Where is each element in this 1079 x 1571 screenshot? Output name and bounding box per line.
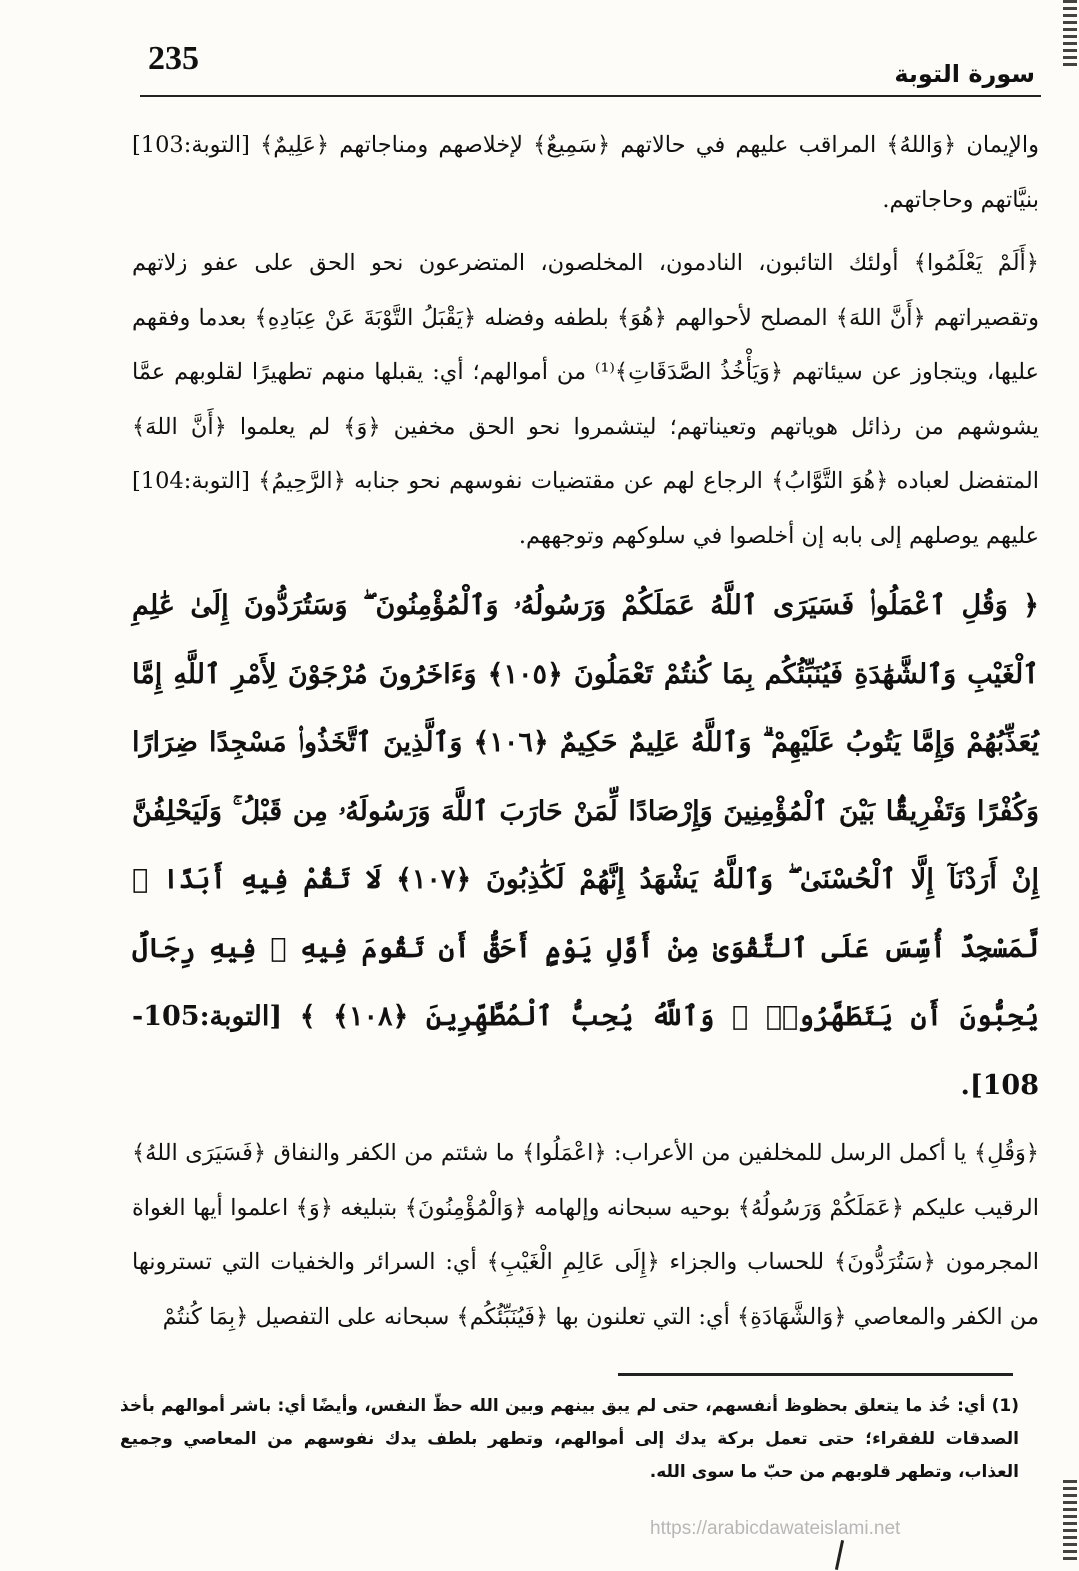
pen-mark bbox=[835, 1540, 844, 1570]
surah-title: سورة التوبة bbox=[894, 60, 1035, 88]
commentary-paragraph-2: ﴿أَلَمْ يَعْلَمُوا﴾ أولئك التائبون، النادمون، المخلصون، المتضرعون نحو الحق على عفو زلاتهم وتقصيراتهم ﴿أَنَّ اللهَ﴾ المصلح لأحوالهم ﴿هُوَ﴾ بلطفه وفضله ﴿يَقْبَلُ التَّوْبَةَ عَنْ عِبَادِهِ﴾ بعدما وفقهم عليها، ويتجاوز عن سيئاتهم ﴿وَيَأْخُذُ الصَّدَقَاتِ﴾⁽¹⁾ من أموالهم؛ أي: يقبلها منهم تطهيرًا لقلوبهم عمَّا يشوشهم من رذائل هوياتهم وتعيناتهم؛ ليتشمروا نحو الحق مخفين ﴿وَ﴾ لم يعلموا ﴿أَنَّ اللهَ﴾ المتفضل لعباده ﴿هُوَ التَّوَّابُ﴾ الرجاع لهم عن مقتضيات نفوسهم نحو جنابه ﴿الرَّحِيمُ﴾ [التوبة:104] عليهم يوصلهم إلى بابه إن أخلصوا في سلوكهم وتوجههم. bbox=[132, 250, 1039, 549]
footnote-divider bbox=[618, 1373, 1013, 1376]
scan-artifact-top bbox=[1063, 0, 1077, 70]
watermark-url: https://arabicdawateislami.net bbox=[650, 1518, 901, 1539]
quran-verse-block: ﴿ وَقُلِ ٱعْمَلُوا۟ فَسَيَرَى ٱللَّهُ عَمَلَكُمْ وَرَسُولُهُۥ وَٱلْمُؤْمِنُونَ ۖ وَسَتُرَدُّونَ إِلَىٰ عَٰلِمِ ٱلْغَيْبِ وَٱلشَّهَٰدَةِ فَيُنَبِّئُكُم بِمَا كُنتُمْ تَعْمَلُونَ ﴿١٠٥﴾ وَءَاخَرُونَ مُرْجَوْنَ لِأَمْرِ ٱللَّهِ إِمَّا يُعَذِّبُهُمْ وَإِمَّا يَتُوبُ عَلَيْهِمْ ۗ وَٱللَّهُ عَلِيمٌ حَكِيمٌ ﴿١٠٦﴾ وَٱلَّذِينَ ٱتَّخَذُوا۟ مَسْجِدًا ضِرَارًا وَكُفْرًا وَتَفْرِيقًۢا بَيْنَ ٱلْمُؤْمِنِينَ وَإِرْصَادًا لِّمَنْ حَارَبَ ٱللَّهَ وَرَسُولَهُۥ مِن قَبْلُ ۚ وَلَيَحْلِفُنَّ إِنْ أَرَدْنَآ إِلَّا ٱلْحُسْنَىٰ ۖ وَٱللَّهُ يَشْهَدُ إِنَّهُمْ لَكَٰذِبُونَ ﴿١٠٧﴾ لَا تَقُمْ فِيهِ أَبَدًا ۚ لَّمَسْجِدٌ أُسِّسَ عَلَى ٱلتَّقْوَىٰ مِنْ أَوَّلِ يَوْمٍ أَحَقُّ أَن تَقُومَ فِيهِ ۚ فِيهِ رِجَالٌ يُحِبُّونَ أَن يَتَطَهَّرُوا۟ ۚ وَٱللَّهُ يُحِبُّ ٱلْمُطَّهِّرِينَ ﴿١٠٨﴾ ﴾ [التوبة:105-108]. bbox=[132, 590, 1040, 1101]
scan-artifact-bottom bbox=[1063, 1480, 1077, 1560]
page-body bbox=[132, 118, 1039, 1353]
header-divider bbox=[140, 95, 1041, 97]
commentary-paragraph-3: ﴿وَقُلِ﴾ يا أكمل الرسل للمخلفين من الأعراب: ﴿اعْمَلُوا﴾ ما شئتم من الكفر والنفاق ﴿فَسَيَرَى اللهُ﴾ الرقيب عليكم ﴿عَمَلَكُمْ وَرَسُولُهُ﴾ بوحيه سبحانه وإلهامه ﴿وَالْمُؤْمِنُونَ﴾ بتبليغه ﴿وَ﴾ اعلموا أيها الغواة المجرمون ﴿سَتُرَدُّونَ﴾ للحساب والجزاء ﴿إِلَى عَالِمِ الْغَيْبِ﴾ أي: السرائر والخفيات التي تسترونها من الكفر والمعاصي ﴿وَالشَّهَادَةِ﴾ أي: التي تعلنون بها ﴿فَيُنَبِّئُكُم﴾ سبحانه على التفصيل ﴿بِمَا كُنتُمْ bbox=[132, 1140, 1039, 1330]
page-number: 235 bbox=[148, 40, 199, 77]
footnote: (1) أي: خُذ ما يتعلق بحظوظ أنفسهم، حتى لم يبق بينهم وبين الله حظّ النفس، وأيضًا أي: باشر أموالهم بأخذ الصدقات للفقراء؛ حتى تعمل بركة يدك إلى أموالهم، وتطهر بلطف يدك نفوسهم من المعاصي وجميع العذاب، وتطهر قلوبهم من حبّ ما سوى الله. bbox=[120, 1396, 1019, 1482]
commentary-paragraph-1: والإيمان ﴿وَاللهُ﴾ المراقب عليهم في حالاتهم ﴿سَمِيعٌ﴾ لإخلاصهم ومناجاتهم ﴿عَلِيمٌ﴾ [التوبة:103] بنيَّاتهم وحاجاتهم. bbox=[132, 132, 1039, 213]
